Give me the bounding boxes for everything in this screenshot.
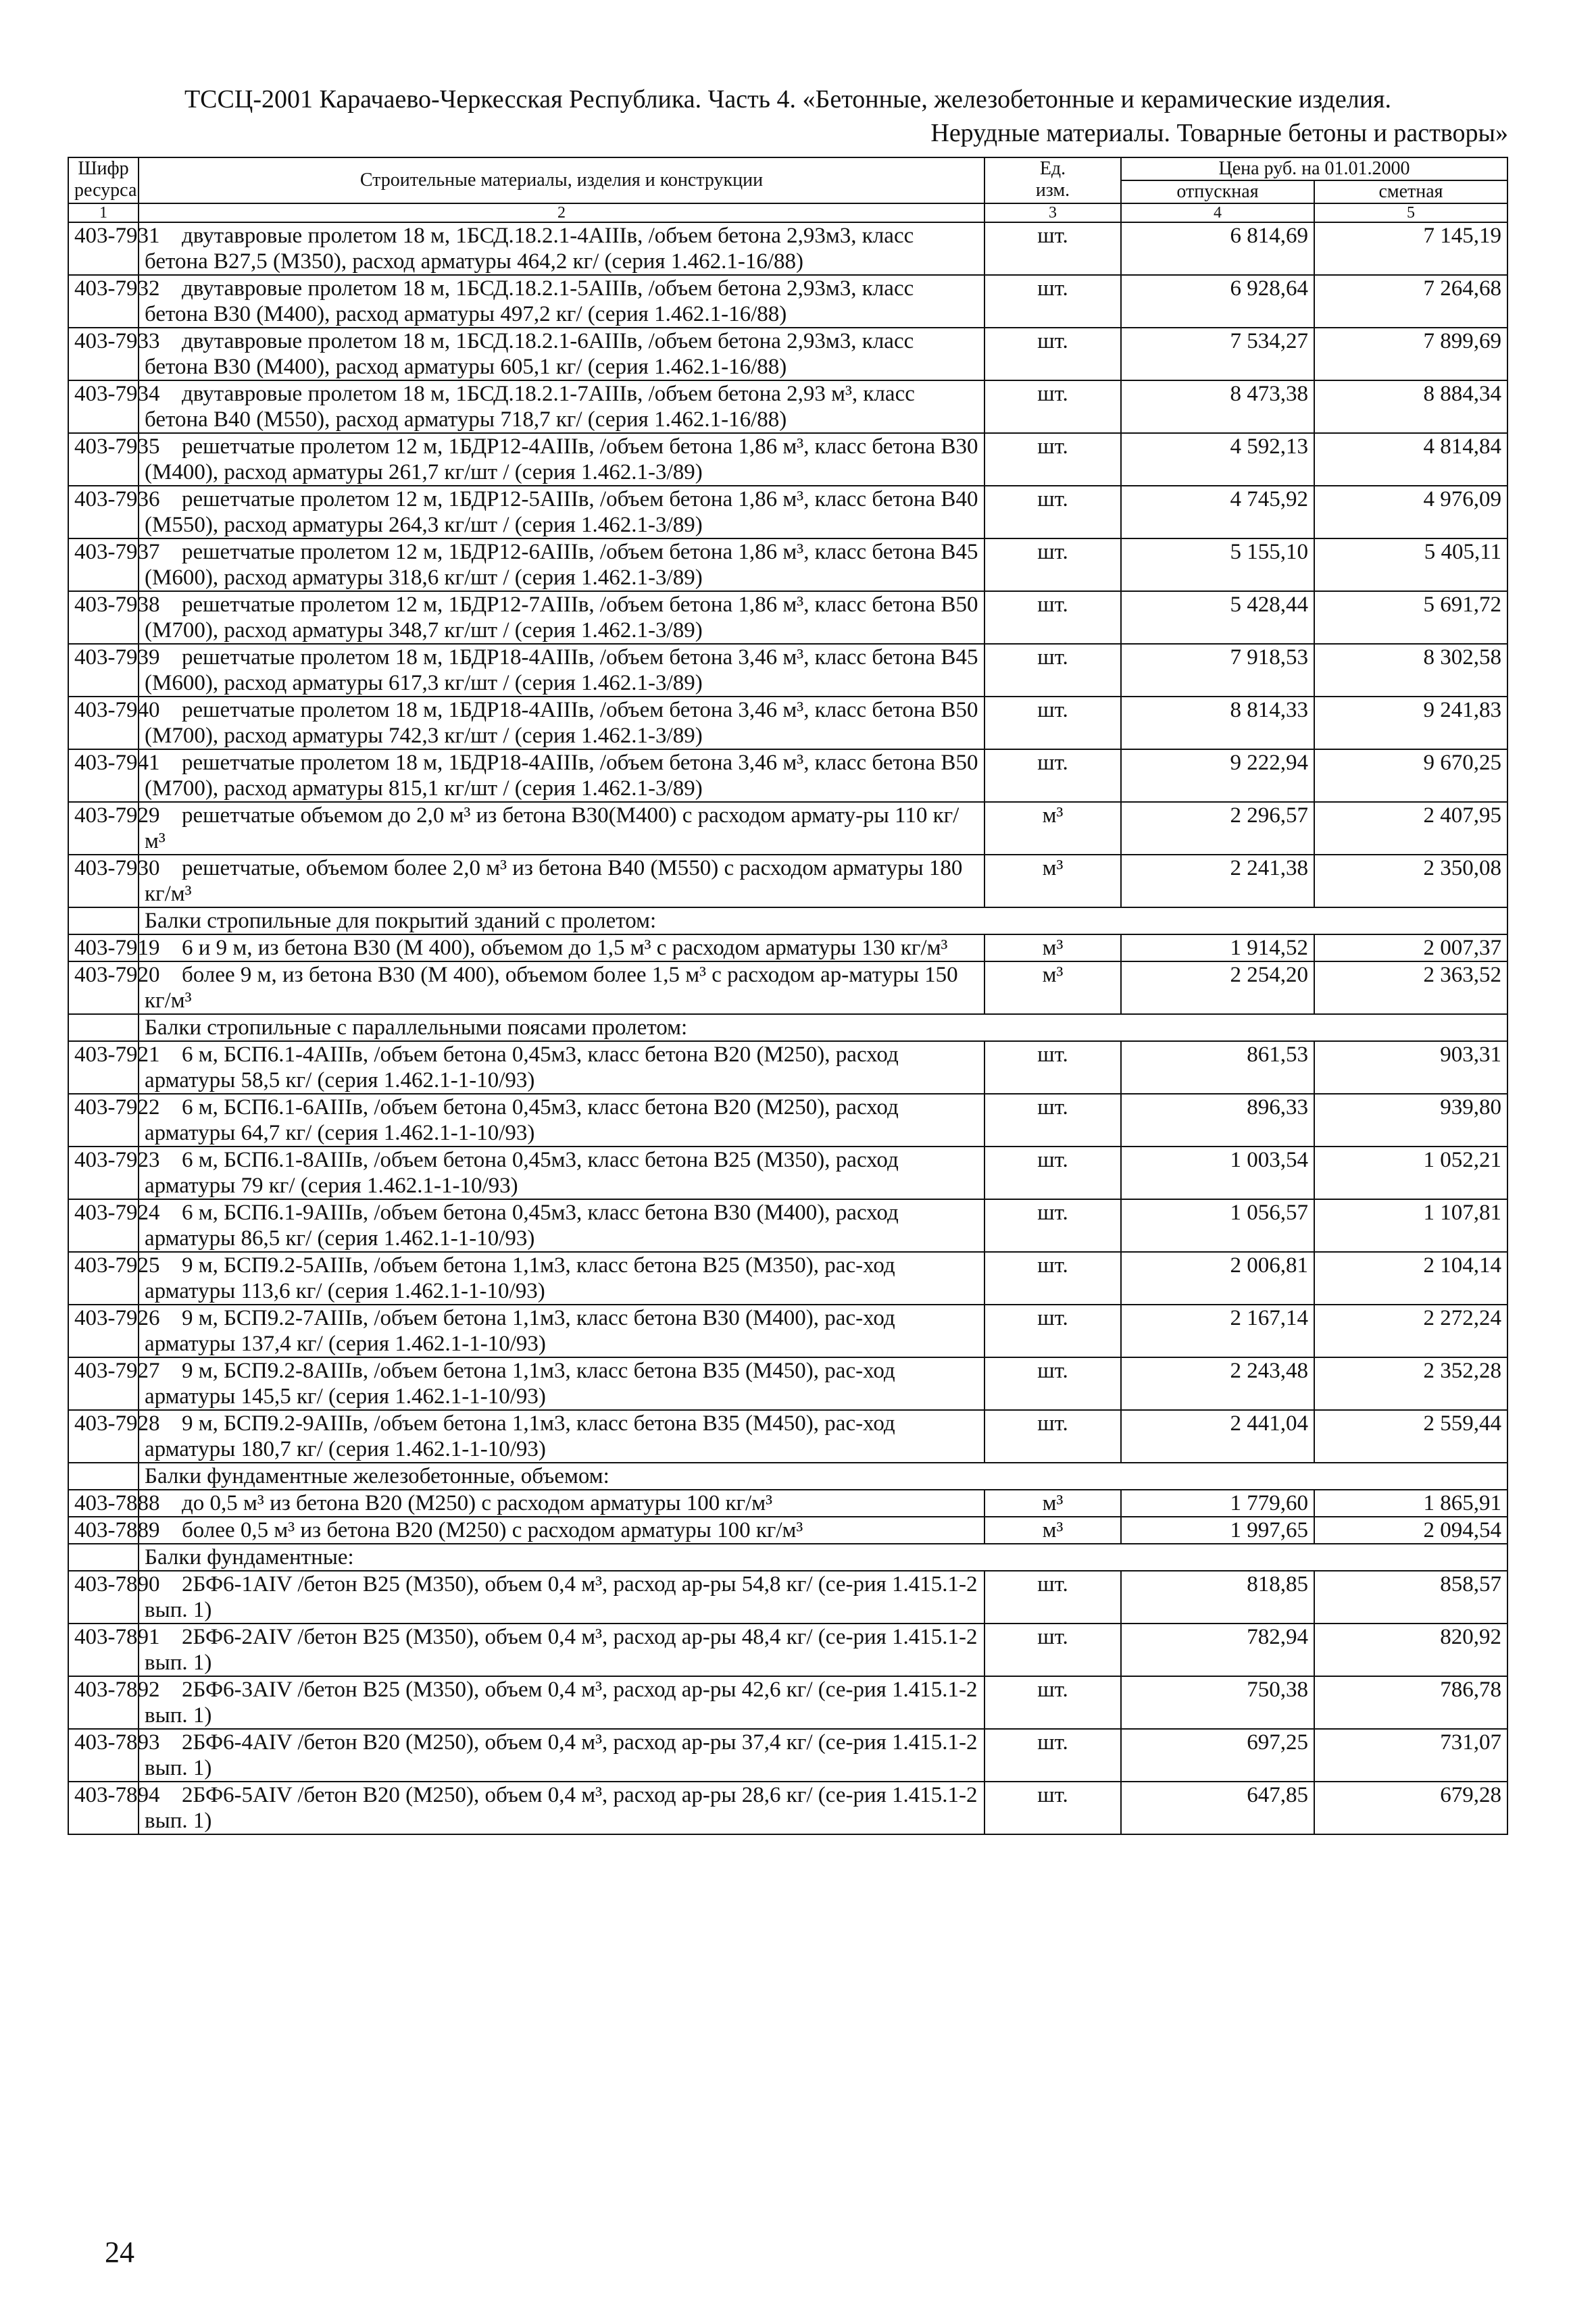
- price-estimate: 2 094,54: [1314, 1517, 1507, 1544]
- table-row: [68, 380, 1507, 433]
- section-title: Балки стропильные с параллельными поясами пролетом:: [139, 1014, 1507, 1041]
- price-release: 896,33: [1121, 1094, 1314, 1147]
- unit: м³: [984, 855, 1121, 907]
- price-release: 2 241,38: [1121, 855, 1314, 907]
- unit: шт.: [984, 433, 1121, 486]
- table-row: [68, 486, 1507, 538]
- price-release: 1 003,54: [1121, 1147, 1314, 1199]
- price-release: 2 006,81: [1121, 1252, 1314, 1305]
- resource-code: 403-7920: [68, 961, 139, 1014]
- price-release: 1 997,65: [1121, 1517, 1314, 1544]
- price-estimate: 858,57: [1314, 1571, 1507, 1624]
- table-row: [68, 1252, 1507, 1305]
- unit: шт.: [984, 1782, 1121, 1834]
- price-release: 750,38: [1121, 1676, 1314, 1729]
- price-release: 8 473,38: [1121, 380, 1314, 433]
- price-estimate: 2 104,14: [1314, 1252, 1507, 1305]
- table-row: [68, 1571, 1507, 1624]
- price-release: 6 928,64: [1121, 275, 1314, 328]
- price-release: 861,53: [1121, 1041, 1314, 1094]
- table-row: [68, 1094, 1507, 1147]
- price-estimate: 1 865,91: [1314, 1490, 1507, 1517]
- unit: шт.: [984, 380, 1121, 433]
- resource-code: 403-7924: [68, 1199, 139, 1252]
- header-title-line2: Нерудные материалы. Товарные бетоны и растворы»: [930, 119, 1508, 147]
- price-estimate: 2 559,44: [1314, 1410, 1507, 1463]
- price-estimate: 4 814,84: [1314, 433, 1507, 486]
- resource-code: 403-7925: [68, 1252, 139, 1305]
- description: решетчатые пролетом 18 м, 1БДР18-4АIIIв, /объем бетона 3,46 м³, класс бетона В45 (М600), расход арматуры 617,3 кг/шт / (серия 1.462.1-3/89): [139, 644, 984, 697]
- unit: шт.: [984, 1357, 1121, 1410]
- price-release: 818,85: [1121, 1571, 1314, 1624]
- resource-code: 403-7933: [68, 328, 139, 380]
- description: решетчатые, объемом более 2,0 м³ из бетона В40 (М550) с расходом арматуры 180 кг/м³: [139, 855, 984, 907]
- table-body: [68, 222, 1507, 1834]
- price-estimate: 9 241,83: [1314, 697, 1507, 749]
- header-code: Шифр ресурса: [68, 157, 139, 203]
- resource-code: 403-7929: [68, 802, 139, 855]
- price-estimate: 731,07: [1314, 1729, 1507, 1782]
- price-estimate: 8 302,58: [1314, 644, 1507, 697]
- price-release: 782,94: [1121, 1624, 1314, 1676]
- resource-code: 403-7889: [68, 1517, 139, 1544]
- resource-code: 403-7894: [68, 1782, 139, 1834]
- price-estimate: 7 264,68: [1314, 275, 1507, 328]
- table-row: [68, 1410, 1507, 1463]
- price-estimate: 2 007,37: [1314, 934, 1507, 961]
- description: 2БФ6-3АIV /бетон В25 (М350), объем 0,4 м³, расход ар-ры 42,6 кг/ (се-рия 1.415.1-2 вып. 1): [139, 1676, 984, 1729]
- unit: шт.: [984, 1199, 1121, 1252]
- unit: шт.: [984, 1410, 1121, 1463]
- section-blank-cell: [68, 1463, 139, 1490]
- table-row: [68, 1676, 1507, 1729]
- description: решетчатые объемом до 2,0 м³ из бетона В30(М400) с расходом армату-ры 110 кг/м³: [139, 802, 984, 855]
- section-title: Балки фундаментные:: [139, 1544, 1507, 1571]
- unit: м³: [984, 934, 1121, 961]
- resource-code: 403-7932: [68, 275, 139, 328]
- description: более 0,5 м³ из бетона В20 (М250) с расходом арматуры 100 кг/м³: [139, 1517, 984, 1544]
- price-release: 5 155,10: [1121, 538, 1314, 591]
- section-blank-cell: [68, 1014, 139, 1041]
- table-row: [68, 697, 1507, 749]
- table-row: [68, 328, 1507, 380]
- description: решетчатые пролетом 12 м, 1БДР12-5АIIIв, /объем бетона 1,86 м³, класс бетона В40 (М550), расход арматуры 264,3 кг/шт / (серия 1.462.1-3/89): [139, 486, 984, 538]
- description: 9 м, БСП9.2-7АIIIв, /объем бетона 1,1м3, класс бетона В30 (М400), рас-ход арматуры 137,4 кг/ (серия 1.462.1-1-10/93): [139, 1305, 984, 1357]
- table-row: [68, 1357, 1507, 1410]
- resource-code: 403-7937: [68, 538, 139, 591]
- section-row: [68, 1463, 1507, 1490]
- resource-code: 403-7938: [68, 591, 139, 644]
- unit: м³: [984, 1490, 1121, 1517]
- price-release: 697,25: [1121, 1729, 1314, 1782]
- table-row: [68, 1729, 1507, 1782]
- table-row: [68, 749, 1507, 802]
- unit: шт.: [984, 644, 1121, 697]
- resource-code: 403-7935: [68, 433, 139, 486]
- description: решетчатые пролетом 12 м, 1БДР12-4АIIIв, /объем бетона 1,86 м³, класс бетона В30 (М400), расход арматуры 261,7 кг/шт / (серия 1.462.1-3/89): [139, 433, 984, 486]
- unit: шт.: [984, 1624, 1121, 1676]
- resource-code: 403-7927: [68, 1357, 139, 1410]
- description: решетчатые пролетом 18 м, 1БДР18-4АIIIв, /объем бетона 3,46 м³, класс бетона В50 (М700), расход арматуры 742,3 кг/шт / (серия 1.462.1-3/89): [139, 697, 984, 749]
- column-number: 3: [984, 203, 1121, 222]
- table-row: [68, 275, 1507, 328]
- unit: шт.: [984, 1571, 1121, 1624]
- price-estimate: 7 145,19: [1314, 222, 1507, 275]
- table-row: [68, 1305, 1507, 1357]
- price-estimate: 5 405,11: [1314, 538, 1507, 591]
- resource-code: 403-7922: [68, 1094, 139, 1147]
- header-price-release: отпускная: [1121, 180, 1314, 203]
- price-release: 2 296,57: [1121, 802, 1314, 855]
- price-estimate: 5 691,72: [1314, 591, 1507, 644]
- price-estimate: 1 052,21: [1314, 1147, 1507, 1199]
- header-unit: Ед. изм.: [984, 157, 1121, 203]
- price-estimate: 9 670,25: [1314, 749, 1507, 802]
- unit: шт.: [984, 222, 1121, 275]
- table-row: [68, 1624, 1507, 1676]
- description: двутавровые пролетом 18 м, 1БСД.18.2.1-6АIIIв, /объем бетона 2,93м3, класс бетона В30 (М400), расход арматуры 605,1 кг/ (серия 1.462.1-16/88): [139, 328, 984, 380]
- price-release: 1 056,57: [1121, 1199, 1314, 1252]
- column-number: 4: [1121, 203, 1314, 222]
- header-name: Строительные материалы, изделия и конструкции: [139, 157, 984, 203]
- description: решетчатые пролетом 12 м, 1БДР12-6АIIIв, /объем бетона 1,86 м³, класс бетона В45 (М600), расход арматуры 318,6 кг/шт / (серия 1.462.1-3/89): [139, 538, 984, 591]
- unit: м³: [984, 802, 1121, 855]
- price-estimate: 2 352,28: [1314, 1357, 1507, 1410]
- price-release: 4 592,13: [1121, 433, 1314, 486]
- price-estimate: 4 976,09: [1314, 486, 1507, 538]
- header-title-line1: ТССЦ-2001 Карачаево-Черкесская Республика. Часть 4. «Бетонные, железобетонные и керамические изделия.: [184, 85, 1392, 114]
- resource-code: 403-7941: [68, 749, 139, 802]
- unit: шт.: [984, 1094, 1121, 1147]
- section-blank-cell: [68, 907, 139, 934]
- column-number: 2: [139, 203, 984, 222]
- description: 2БФ6-2АIV /бетон В25 (М350), объем 0,4 м³, расход ар-ры 48,4 кг/ (се-рия 1.415.1-2 вып. 1): [139, 1624, 984, 1676]
- price-release: 7 534,27: [1121, 328, 1314, 380]
- price-estimate: 2 407,95: [1314, 802, 1507, 855]
- unit: шт.: [984, 1252, 1121, 1305]
- column-numbers-row: [68, 203, 1507, 222]
- table-row: [68, 802, 1507, 855]
- section-row: [68, 1014, 1507, 1041]
- price-estimate: 8 884,34: [1314, 380, 1507, 433]
- column-number: 5: [1314, 203, 1507, 222]
- description: 6 м, БСП6.1-8АIIIв, /объем бетона 0,45м3, класс бетона В25 (М350), расход арматуры 79 кг/ (серия 1.462.1-1-10/93): [139, 1147, 984, 1199]
- unit: шт.: [984, 1147, 1121, 1199]
- column-number: 1: [68, 203, 139, 222]
- price-estimate: 903,31: [1314, 1041, 1507, 1094]
- unit: м³: [984, 1517, 1121, 1544]
- table-row: [68, 433, 1507, 486]
- unit: шт.: [984, 1729, 1121, 1782]
- section-title: Балки стропильные для покрытий зданий с пролетом:: [139, 907, 1507, 934]
- price-release: 647,85: [1121, 1782, 1314, 1834]
- resource-code: 403-7934: [68, 380, 139, 433]
- price-release: 1 914,52: [1121, 934, 1314, 961]
- unit: шт.: [984, 591, 1121, 644]
- resource-code: 403-7928: [68, 1410, 139, 1463]
- unit: шт.: [984, 1676, 1121, 1729]
- unit: шт.: [984, 749, 1121, 802]
- description: двутавровые пролетом 18 м, 1БСД.18.2.1-4АIIIв, /объем бетона 2,93м3, класс бетона В27,5 (М350), расход арматуры 464,2 кг/ (серия 1.462.1-16/88): [139, 222, 984, 275]
- table-header: [68, 157, 1507, 222]
- description: двутавровые пролетом 18 м, 1БСД.18.2.1-7АIIIв, /объем бетона 2,93 м³, класс бетона В40 (М550), расход арматуры 718,7 кг/ (серия 1.462.1-16/88): [139, 380, 984, 433]
- unit: шт.: [984, 697, 1121, 749]
- section-row: [68, 1544, 1507, 1571]
- table-row: [68, 538, 1507, 591]
- unit: шт.: [984, 328, 1121, 380]
- table-row: [68, 1517, 1507, 1544]
- price-estimate: 679,28: [1314, 1782, 1507, 1834]
- resource-code: 403-7892: [68, 1676, 139, 1729]
- price-release: 2 254,20: [1121, 961, 1314, 1014]
- price-estimate: 786,78: [1314, 1676, 1507, 1729]
- price-release: 2 167,14: [1121, 1305, 1314, 1357]
- description: решетчатые пролетом 12 м, 1БДР12-7АIIIв, /объем бетона 1,86 м³, класс бетона В50 (М700), расход арматуры 348,7 кг/шт / (серия 1.462.1-3/89): [139, 591, 984, 644]
- description: 2БФ6-4АIV /бетон В20 (М250), объем 0,4 м³, расход ар-ры 37,4 кг/ (се-рия 1.415.1-2 вып. 1): [139, 1729, 984, 1782]
- table-row: [68, 222, 1507, 275]
- resource-code: 403-7939: [68, 644, 139, 697]
- description: 9 м, БСП9.2-8АIIIв, /объем бетона 1,1м3, класс бетона В35 (М450), рас-ход арматуры 145,5 кг/ (серия 1.462.1-1-10/93): [139, 1357, 984, 1410]
- price-release: 2 441,04: [1121, 1410, 1314, 1463]
- price-estimate: 7 899,69: [1314, 328, 1507, 380]
- description: 9 м, БСП9.2-9АIIIв, /объем бетона 1,1м3, класс бетона В35 (М450), рас-ход арматуры 180,7 кг/ (серия 1.462.1-1-10/93): [139, 1410, 984, 1463]
- table-row: [68, 591, 1507, 644]
- section-blank-cell: [68, 1544, 139, 1571]
- description: 6 и 9 м, из бетона В30 (М 400), объемом до 1,5 м³ с расходом арматуры 130 кг/м³: [139, 934, 984, 961]
- unit: шт.: [984, 538, 1121, 591]
- description: 2БФ6-5АIV /бетон В20 (М250), объем 0,4 м³, расход ар-ры 28,6 кг/ (се-рия 1.415.1-2 вып. 1): [139, 1782, 984, 1834]
- unit: шт.: [984, 1041, 1121, 1094]
- page-header: [68, 82, 1508, 150]
- description: 6 м, БСП6.1-9АIIIв, /объем бетона 0,45м3, класс бетона В30 (М400), расход арматуры 86,5 кг/ (серия 1.462.1-1-10/93): [139, 1199, 984, 1252]
- resource-code: 403-7919: [68, 934, 139, 961]
- resource-code: 403-7923: [68, 1147, 139, 1199]
- resource-code: 403-7936: [68, 486, 139, 538]
- table-row: [68, 1147, 1507, 1199]
- description: более 9 м, из бетона В30 (М 400), объемом более 1,5 м³ с расходом ар-матуры 150 кг/м³: [139, 961, 984, 1014]
- price-table: [68, 157, 1508, 1835]
- price-release: 4 745,92: [1121, 486, 1314, 538]
- unit: шт.: [984, 275, 1121, 328]
- price-release: 1 779,60: [1121, 1490, 1314, 1517]
- price-estimate: 820,92: [1314, 1624, 1507, 1676]
- resource-code: 403-7891: [68, 1624, 139, 1676]
- resource-code: 403-7890: [68, 1571, 139, 1624]
- table-row: [68, 1041, 1507, 1094]
- price-release: 5 428,44: [1121, 591, 1314, 644]
- table-row: [68, 1782, 1507, 1834]
- description: 2БФ6-1АIV /бетон В25 (М350), объем 0,4 м³, расход ар-ры 54,8 кг/ (се-рия 1.415.1-2 вып. 1): [139, 1571, 984, 1624]
- header-price-estimate: сметная: [1314, 180, 1507, 203]
- header-price-group: Цена руб. на 01.01.2000: [1121, 157, 1507, 180]
- table-row: [68, 961, 1507, 1014]
- description: 9 м, БСП9.2-5АIIIв, /объем бетона 1,1м3, класс бетона В25 (М350), рас-ход арматуры 113,6 кг/ (серия 1.462.1-1-10/93): [139, 1252, 984, 1305]
- price-release: 2 243,48: [1121, 1357, 1314, 1410]
- price-release: 8 814,33: [1121, 697, 1314, 749]
- description: 6 м, БСП6.1-6АIIIв, /объем бетона 0,45м3, класс бетона В20 (М250), расход арматуры 64,7 кг/ (серия 1.462.1-1-10/93): [139, 1094, 984, 1147]
- table-row: [68, 934, 1507, 961]
- price-estimate: 2 350,08: [1314, 855, 1507, 907]
- resource-code: 403-7893: [68, 1729, 139, 1782]
- resource-code: 403-7888: [68, 1490, 139, 1517]
- unit: шт.: [984, 486, 1121, 538]
- price-estimate: 939,80: [1314, 1094, 1507, 1147]
- resource-code: 403-7930: [68, 855, 139, 907]
- table-row: [68, 1490, 1507, 1517]
- description: решетчатые пролетом 18 м, 1БДР18-4АIIIв, /объем бетона 3,46 м³, класс бетона В50 (М700), расход арматуры 815,1 кг/шт / (серия 1.462.1-3/89): [139, 749, 984, 802]
- resource-code: 403-7931: [68, 222, 139, 275]
- table-row: [68, 855, 1507, 907]
- description: двутавровые пролетом 18 м, 1БСД.18.2.1-5АIIIв, /объем бетона 2,93м3, класс бетона В30 (М400), расход арматуры 497,2 кг/ (серия 1.462.1-16/88): [139, 275, 984, 328]
- price-estimate: 1 107,81: [1314, 1199, 1507, 1252]
- page-number: 24: [105, 2236, 134, 2269]
- table-row: [68, 644, 1507, 697]
- section-title: Балки фундаментные железобетонные, объемом:: [139, 1463, 1507, 1490]
- price-release: 7 918,53: [1121, 644, 1314, 697]
- price-release: 9 222,94: [1121, 749, 1314, 802]
- unit: шт.: [984, 1305, 1121, 1357]
- price-estimate: 2 272,24: [1314, 1305, 1507, 1357]
- resource-code: 403-7921: [68, 1041, 139, 1094]
- price-estimate: 2 363,52: [1314, 961, 1507, 1014]
- description: 6 м, БСП6.1-4АIIIв, /объем бетона 0,45м3, класс бетона В20 (М250), расход арматуры 58,5 кг/ (серия 1.462.1-1-10/93): [139, 1041, 984, 1094]
- description: до 0,5 м³ из бетона В20 (М250) с расходом арматуры 100 кг/м³: [139, 1490, 984, 1517]
- price-release: 6 814,69: [1121, 222, 1314, 275]
- unit: м³: [984, 961, 1121, 1014]
- section-row: [68, 907, 1507, 934]
- resource-code: 403-7926: [68, 1305, 139, 1357]
- resource-code: 403-7940: [68, 697, 139, 749]
- table-row: [68, 1199, 1507, 1252]
